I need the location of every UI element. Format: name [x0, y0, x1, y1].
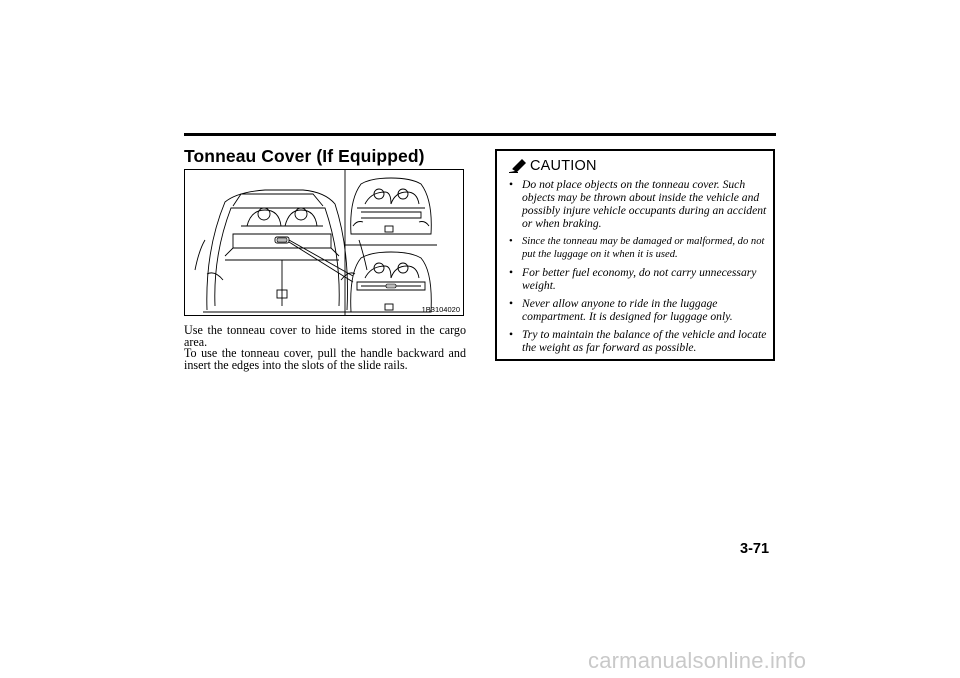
bullet-icon: •	[509, 236, 513, 247]
figure-code: 1B3104020	[421, 305, 460, 314]
caution-box	[495, 149, 775, 361]
caution-item	[509, 328, 767, 354]
page-number: 3-71	[740, 541, 770, 557]
watermark: carmanualsonline.info	[588, 648, 807, 673]
body-paragraph: Use the tonneau cover to hide items stored in the cargo area.	[184, 323, 466, 349]
caution-item-text: Never allow anyone to ride in the luggage compartment. It is designed for luggage only.	[522, 297, 733, 323]
bullet-icon: •	[509, 266, 514, 279]
caution-item-text: Try to maintain the balance of the vehicle and locate the weight as far forward as possible.	[522, 328, 767, 354]
bullet-icon: •	[509, 178, 514, 191]
caution-header	[509, 158, 597, 174]
caution-item	[509, 266, 767, 292]
pencil-icon	[509, 159, 527, 173]
caution-item-text: For better fuel economy, do not carry unnecessary weight.	[522, 266, 757, 292]
body-text	[184, 325, 466, 371]
caution-item	[509, 178, 767, 230]
bullet-icon: •	[509, 328, 514, 341]
caution-list	[509, 178, 767, 359]
caution-title: CAUTION	[530, 158, 597, 174]
section-title: Tonneau Cover (If Equipped)	[184, 146, 425, 166]
tonneau-cover-figure	[184, 169, 464, 316]
caution-item-text: Since the tonneau may be damaged or malformed, do not put the luggage on it when it is used.	[522, 236, 765, 260]
caution-item-text: Do not place objects on the tonneau cover. Such objects may be thrown about inside the vehicle and possibly injure vehicle occupants during an accident or when braking.	[522, 178, 767, 230]
bullet-icon: •	[509, 297, 514, 310]
header-rule	[184, 133, 776, 136]
cargo-area-illustration	[185, 170, 464, 316]
caution-item	[509, 297, 767, 323]
caution-item	[509, 235, 767, 261]
body-paragraph: To use the tonneau cover, pull the handle backward and insert the edges into the slots of the slide rails.	[184, 346, 466, 372]
